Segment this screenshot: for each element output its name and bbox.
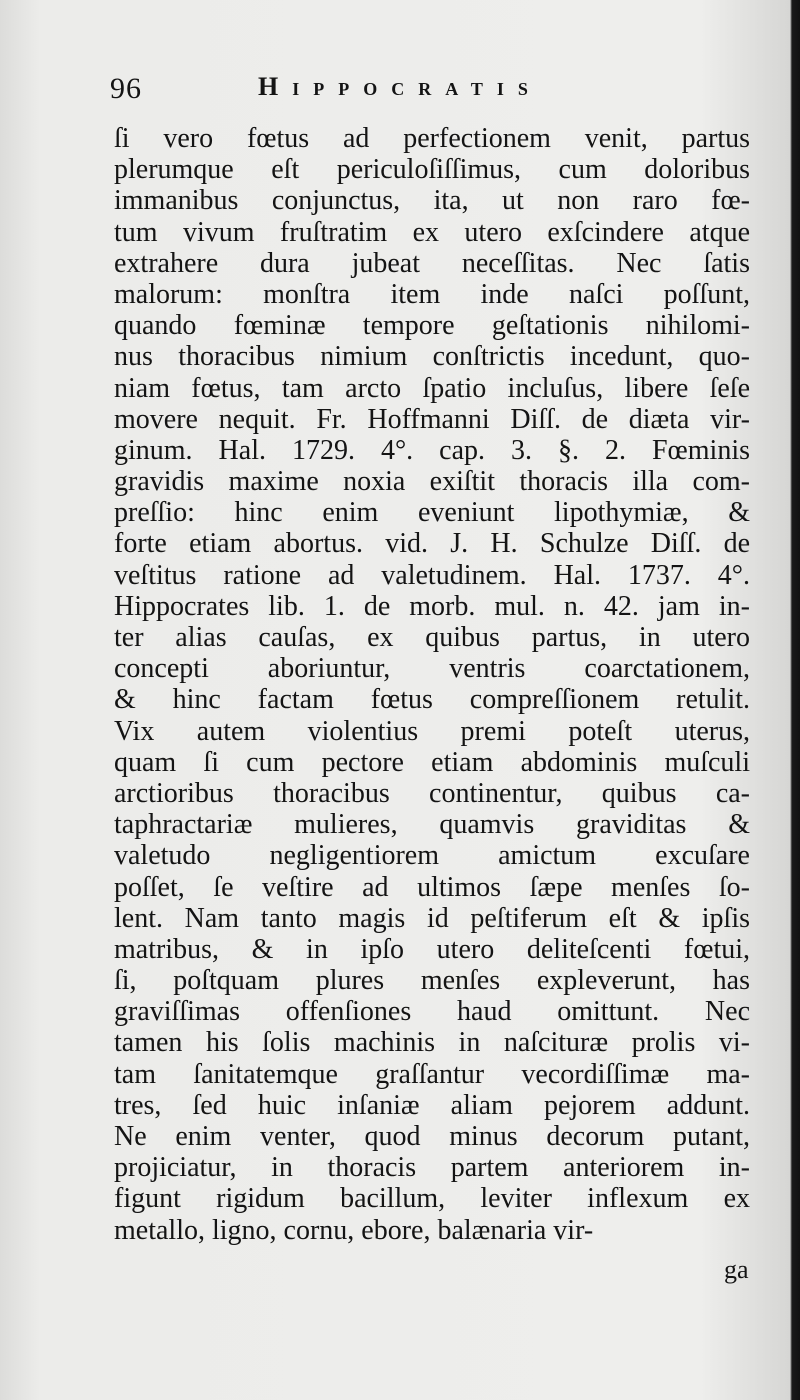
catchword: ga <box>724 1255 749 1284</box>
text-line: immanibus conjunctus, ita, ut non raro fœ- <box>114 185 750 217</box>
text-line: valetudo negligentiorem amictum excuſare <box>114 840 750 872</box>
running-head: Hippocratis <box>258 72 542 101</box>
text-line: extrahere dura jubeat neceſſitas. Nec ſatis <box>114 247 750 279</box>
text-line: plerumque eſt periculoſiſſimus, cum doloribus <box>114 154 750 186</box>
text-line: figunt rigidum bacillum, leviter inflexum ex <box>114 1183 750 1215</box>
body-text <box>114 123 750 1246</box>
text-line: quando fœminæ tempore geſtationis nihilomi- <box>114 310 750 342</box>
page-header <box>110 72 740 112</box>
text-line: arctioribus thoracibus continentur, quibus ca- <box>114 777 750 809</box>
text-line: ſi, poſtquam plures menſes expleverunt, has <box>114 965 750 997</box>
text-line: & hinc factam fœtus compreſſionem retulit. <box>114 684 750 716</box>
text-line: veſtitus ratione ad valetudinem. Hal. 1737. 4°. <box>114 559 750 591</box>
text-line: ter alias cauſas, ex quibus partus, in utero <box>114 622 750 653</box>
text-line: concepti aboriuntur, ventris coarctationem, <box>114 653 750 685</box>
text-line: tamen his ſolis machinis in naſcituræ prolis vi- <box>114 1027 750 1059</box>
text-line: Hippocrates lib. 1. de morb. mul. n. 42. jam in- <box>114 590 750 622</box>
text-line: forte etiam abortus. vid. J. H. Schulze Diſſ. de <box>114 528 750 560</box>
text-line: movere nequit. Fr. Hoffmanni Diſſ. de diæta vir- <box>114 403 750 435</box>
text-line: nus thoracibus nimium conſtrictis incedunt, quo- <box>114 341 750 373</box>
text-line: tam ſanitatemque graſſantur vecordiſſimæ ma- <box>114 1058 750 1090</box>
text-line: Vix autem violentius premi poteſt uterus, <box>114 715 750 747</box>
text-line: graviſſimas offenſiones haud omittunt. Nec <box>114 996 750 1028</box>
text-line: taphractariæ mulieres, quamvis graviditas & <box>114 809 750 841</box>
text-line: poſſet, ſe veſtire ad ultimos ſæpe menſes ſo- <box>114 871 750 903</box>
text-line: preſſio: hinc enim eveniunt lipothymiæ, & <box>114 497 750 529</box>
text-line: matribus, & in ipſo utero deliteſcenti fœtui, <box>114 933 750 965</box>
text-line: gravidis maxime noxia exiſtit thoracis illa com- <box>114 466 750 498</box>
text-line: tum vivum fruſtratim ex utero exſcindere atque <box>114 216 750 248</box>
text-line: metallo, ligno, cornu, ebore, balænaria vir- <box>114 1214 594 1246</box>
text-line: ſi vero fœtus ad perfectionem venit, partus <box>114 123 750 154</box>
text-line: projiciatur, in thoracis partem anteriorem in- <box>114 1152 750 1184</box>
text-line: lent. Nam tanto magis id peſtiferum eſt & ipſis <box>114 902 750 934</box>
text-line: malorum: monſtra item inde naſci poſſunt, <box>114 278 750 310</box>
text-line: niam fœtus, tam arcto ſpatio incluſus, libere ſeſe <box>114 372 750 404</box>
text-line: Ne enim venter, quod minus decorum putant, <box>114 1121 750 1152</box>
page-number: 96 <box>110 72 142 105</box>
text-line: tres, ſed huic inſaniæ aliam pejorem addunt. <box>114 1089 750 1121</box>
text-line: ginum. Hal. 1729. 4°. cap. 3. §. 2. Fœminis <box>114 434 750 466</box>
text-line: quam ſi cum pectore etiam abdominis muſculi <box>114 746 750 778</box>
